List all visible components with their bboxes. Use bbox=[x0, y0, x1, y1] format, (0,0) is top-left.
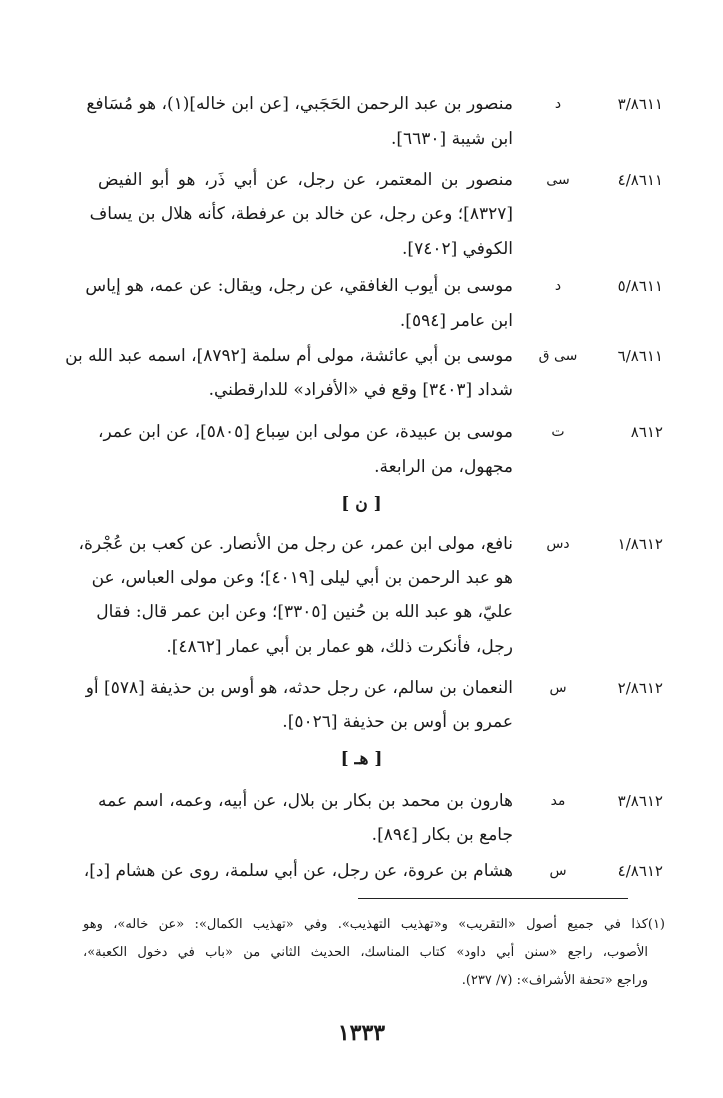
entry-line: منصور بن المعتمر، عن رجل، عن أبي ذَر، هو أبو الفيض bbox=[98, 170, 513, 190]
entry-line: [٨٣٢٧]؛ وعن رجل، عن خالد بن عرفطة، كأنه هلال بن يساف bbox=[89, 204, 513, 224]
footnote-line: الأصوب، راجع «سنن أبي داود» كتاب المناسك، الحديث الثاني من «باب في دخول الكعبة»، bbox=[83, 945, 648, 960]
entry-number: ٥/٨٦١١ bbox=[617, 277, 663, 295]
entry-symbol: س bbox=[549, 863, 567, 879]
entry-line: موسى بن أبي عائشة، مولى أم سلمة [٨٧٩٢]، اسمه عبد الله بن bbox=[65, 346, 513, 366]
entry-symbol: د bbox=[554, 278, 562, 294]
entry-line: هارون بن محمد بن بكار بن بلال، عن أبيه، وعمه، اسم عمه bbox=[98, 791, 513, 811]
entry-number: ٤/٨٦١٢ bbox=[617, 862, 663, 880]
entry-line: عليّ، هو عبد الله بن حُنين [٣٣٠٥]؛ وعن ابن عمر قال: فقال bbox=[96, 602, 513, 622]
entry-symbol: سی ق bbox=[538, 348, 578, 364]
entry-line: الكوفي [٧٤٠٢]. bbox=[402, 239, 513, 259]
footnote-line: كذا في جميع أصول «التقريب» و«تهذيب التهذيب». وفي «تهذيب الكمال»: «عن خاله»، وهو bbox=[83, 917, 648, 932]
entry-symbol: س bbox=[549, 680, 567, 696]
footnote-marker: (١) bbox=[647, 917, 665, 932]
entry-line: منصور بن عبد الرحمن الحَجَبي، [عن ابن خاله](١)، هو مُسَافع bbox=[86, 94, 513, 114]
entry-line: هو عبد الرحمن بن أبي ليلى [٤٠١٩]؛ وعن مولى العباس، عن bbox=[91, 568, 513, 588]
entry-symbol: د bbox=[554, 96, 562, 112]
entry-line: شداد [٣٤٠٣] وقع في «الأفراد» للدارقطني. bbox=[208, 380, 513, 400]
entry-line: مجهول، من الرابعة. bbox=[374, 457, 513, 477]
entry-number: ١/٨٦١٢ bbox=[617, 535, 663, 553]
entry-line: جامع بن بكار [٨٩٤]. bbox=[371, 825, 513, 845]
entry-number: ٢/٨٦١٢ bbox=[617, 679, 663, 697]
entry-line: رجل، فأنكرت ذلك، هو عمار بن أبي عمار [٤٨٦٢]. bbox=[166, 637, 513, 657]
footnote-divider bbox=[358, 898, 628, 899]
entry-number: ٨٦١٢ bbox=[630, 423, 663, 441]
entry-line: ابن عامر [٥٩٤]. bbox=[399, 311, 513, 331]
entry-line: ابن شيبة [٦٦٣٠]. bbox=[390, 129, 513, 149]
entry-symbol: سی bbox=[546, 172, 570, 188]
entry-symbol: ت bbox=[551, 424, 565, 440]
entry-line: موسى بن أيوب الغافقي، عن رجل، ويقال: عن عمه، هو إياس bbox=[85, 276, 513, 296]
entry-line: نافع، مولى ابن عمر، عن رجل من الأنصار. عن كعب بن عُجْرة، bbox=[78, 534, 513, 554]
page-number: ١٣٣٣ bbox=[337, 1020, 386, 1046]
entry-line: عمرو بن أوس بن حذيفة [٥٠٢٦]. bbox=[282, 712, 513, 732]
entry-number: ٤/٨٦١١ bbox=[617, 171, 663, 189]
section-heading-ha: [ هـ ] bbox=[340, 749, 383, 769]
section-heading-nun: [ ن ] bbox=[341, 494, 382, 514]
entry-line: موسى بن عبيدة، عن مولى ابن سِباع [٥٨٠٥]، عن ابن عمر، bbox=[98, 422, 513, 442]
entry-number: ٣/٨٦١١ bbox=[617, 95, 663, 113]
entry-line: النعمان بن سالم، عن رجل حدثه، هو أوس بن حذيفة [٥٧٨] أو bbox=[85, 678, 513, 698]
entry-symbol: دس bbox=[546, 536, 570, 552]
entry-number: ٣/٨٦١٢ bbox=[617, 792, 663, 810]
entry-number: ٦/٨٦١١ bbox=[617, 347, 663, 365]
entry-symbol: مد bbox=[550, 793, 566, 809]
entry-line: هشام بن عروة، عن رجل، عن أبي سلمة، روى عن هشام [د]، bbox=[83, 861, 513, 881]
footnote-line: وراجع «تحفة الأشراف»: (٧/ ٢٣٧). bbox=[461, 973, 648, 988]
